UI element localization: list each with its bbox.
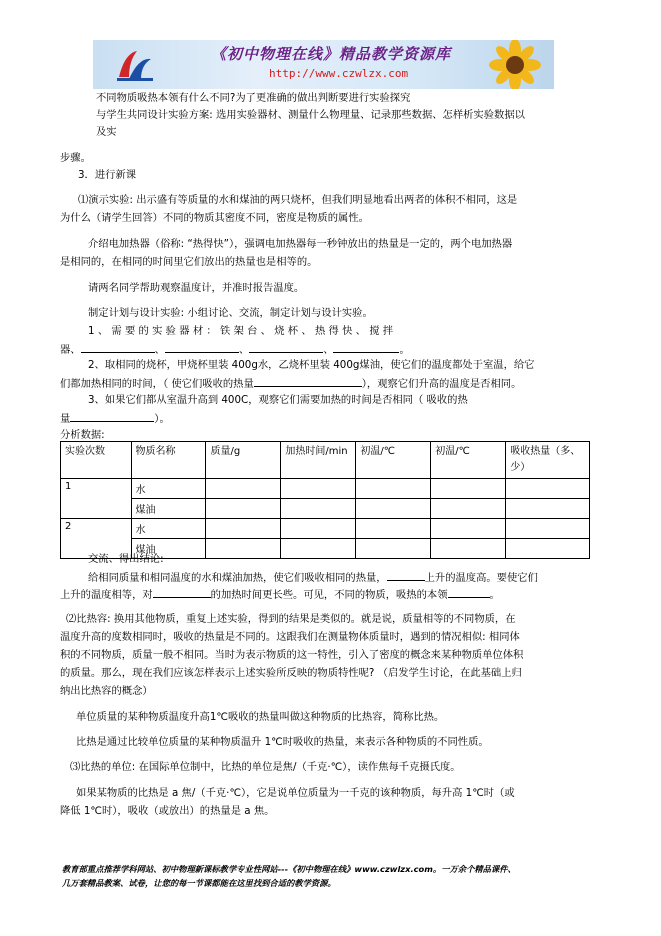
specific-heat-line-4: 的质量。那么，现在我们应该怎样表示上述实验所反映的物质特性呢? （启发学生讨论，在此基础上归 <box>60 667 522 679</box>
blank-heat-equal <box>254 375 362 387</box>
blank-ability <box>448 586 490 598</box>
trial-cell: 1 <box>61 479 132 519</box>
table-cell <box>281 479 356 499</box>
trial-cell: 2 <box>61 519 132 559</box>
table-header-row <box>61 442 590 479</box>
table-cell <box>506 499 590 519</box>
step3-text-b: ）。 <box>154 413 170 425</box>
step2-text-b: ），观察它们升高的温度是否相同。 <box>361 378 522 390</box>
blank-equipment-1 <box>81 341 155 353</box>
step1-sep-2: 、 <box>238 344 250 356</box>
table-row <box>61 499 590 519</box>
blank-heat-amount <box>70 410 154 422</box>
demo-paragraph-line-2: 为什么（请学生回答）不同的物质其密度不同，密度是物质的属性。 <box>60 212 369 224</box>
step2-line-2 <box>60 375 521 391</box>
table-header-cell: 初温/℃ <box>356 442 431 479</box>
footer-line-1: 教育部重点推荐学科网站、初中物理新课标教学专业性网站---《初中物理在线》www.czwlzx.com。一万余个精品课件、 <box>62 864 516 874</box>
conclusion-text-2b: 的加热时间更长些。可见，不同的物质，吸热的本领 <box>210 589 448 601</box>
banner-url[interactable]: http://www.czwlzx.com <box>269 67 409 80</box>
specific-heat-line-2: 温度升高的度数相同时，吸收的热量是不同的。这跟我们在测量物体质量时，遇到的情况相似: 相同体 <box>60 631 520 643</box>
meaning-paragraph: 比热是通过比较单位质量的某种物质温升 1℃时吸收的热量，来表示各种物质的不同性质。 <box>76 736 489 748</box>
table-cell <box>506 479 590 499</box>
intro-line-1: 不同物质吸热本领有什么不同?为了更准确的做出判断要进行实验探究 <box>96 92 411 104</box>
step2-line-1: 2、取相同的烧杯，甲烧杯里装 400g水，乙烧杯里装 400g煤油，使它们的温度都处于室温，给它 <box>88 359 535 371</box>
intro-line-2: 与学生共同设计实验方案: 选用实验器材、测量什么物理量、记录那些数据、怎样析实验数据以 <box>96 109 525 121</box>
table-cell <box>431 539 506 559</box>
table-header-cell: 物质名称 <box>131 442 206 479</box>
specific-heat-line-3: 积的不同物质，质量一般不相同。当时为表示物质的这一特性，引入了密度的概念来某种物质单位体积 <box>60 649 524 661</box>
step3-text-a: 量 <box>60 413 71 425</box>
demo-paragraph-line-1: ⑴演示实验: 出示盛有等质量的水和煤油的两只烧杯，但我们明显地看出两者的体积不相同，这是 <box>78 194 518 206</box>
table-cell <box>506 539 590 559</box>
conclusion-line-1 <box>88 569 538 585</box>
example-line-1: 如果某物质的比热是 a 焦/（千克·℃），它是说单位质量为一千克的该种物质，每升高 1℃时（或 <box>76 787 515 799</box>
blank-substance-higher <box>387 569 425 581</box>
step1-sep-1: 、 <box>154 344 165 356</box>
step2-text-a: 们都加热相同的时间，（ 使它们吸收的热量 <box>60 378 254 390</box>
page-footer <box>62 862 516 890</box>
table-cell <box>431 519 506 539</box>
step1-line-1: 1 、 需 要 的 实 验 器 材 ： 铁 架 台 、 烧 杯 、 热 得 快 、 搅 拌 <box>88 325 394 337</box>
table-header-cell: 加热时间/min <box>281 442 356 479</box>
table-row <box>61 519 590 539</box>
table-cell <box>356 499 431 519</box>
table-cell <box>206 479 281 499</box>
table-cell <box>206 519 281 539</box>
table-cell <box>206 539 281 559</box>
step1-line-2 <box>60 341 410 357</box>
data-table <box>60 441 590 559</box>
table-header-cell: 质量/g <box>206 442 281 479</box>
specific-heat-line-5: 纳出比热容的概念） <box>60 685 153 697</box>
table-cell <box>281 539 356 559</box>
table-cell <box>506 519 590 539</box>
substance-cell: 水 <box>131 479 206 499</box>
observer-paragraph: 请两名同学帮助观察温度计，并准时报告温度。 <box>88 282 305 294</box>
step1-end: 。 <box>399 344 410 356</box>
specific-heat-line-1: ⑵比热容: 换用其他物质，重复上述实验，得到的结果是类似的。就是说，质量相等的不同物质，在 <box>66 613 516 625</box>
plan-paragraph: 制定计划与设计实验: 小组讨论、交流，制定计划与设计实验。 <box>88 307 373 319</box>
substance-cell: 煤油 <box>131 499 206 519</box>
table-header-cell: 吸收热量（多、少） <box>506 442 590 479</box>
substance-cell: 水 <box>131 519 206 539</box>
analysis-label: 分析数据: <box>60 429 105 441</box>
intro-line-4: 步骤。 <box>60 152 91 164</box>
step3-line-2 <box>60 410 170 426</box>
table-cell <box>356 519 431 539</box>
definition-paragraph: 单位质量的某种物质温度升高1℃吸收的热量叫做这种物质的比热容，简称比热。 <box>76 711 445 723</box>
banner-title: 《初中物理在线》精品教学资源库 <box>211 45 452 63</box>
conclusion-text-2c: 。 <box>489 589 500 601</box>
step3-line-1: 3、如果它们都从室温升高到 400C，观察它们需要加热的时间是否相同（ 吸收的热 <box>88 394 468 406</box>
blank-equipment-4 <box>333 341 399 353</box>
intro-line-3: 及实 <box>96 126 117 138</box>
sunflower-icon <box>480 40 550 89</box>
step1-sep-3: 、 <box>323 344 334 356</box>
blank-equipment-2 <box>165 341 239 353</box>
table-header-cell: 初温/℃ <box>431 442 506 479</box>
table-header-cell: 实验次数 <box>61 442 132 479</box>
conclusion-text-2a: 上升的温度相等，对 <box>60 589 153 601</box>
table-row <box>61 479 590 499</box>
table-cell <box>356 479 431 499</box>
conclusion-text-1a: 给相同质量和相同温度的水和煤油加热，使它们吸收相同的热量， <box>88 572 387 584</box>
heater-paragraph-line-2: 是相同的，在相同的时间里它们放出的热量也是相等的。 <box>60 256 318 268</box>
blank-substance-longer <box>153 586 211 598</box>
example-line-2: 降低 1℃时），吸收（或放出）的热量是 a 焦。 <box>60 805 275 817</box>
table-cell <box>206 499 281 519</box>
heater-paragraph-line-1: 介绍电加热器（俗称: “热得快”），强调电加热器每一秒钟放出的热量是一定的，两个电加热器 <box>88 238 513 250</box>
table-cell <box>281 499 356 519</box>
footer-line-2: 几万套精品教案、试卷，让您的每一节课都能在这里找到合适的教学资源。 <box>62 878 336 888</box>
conclusion-line-2 <box>60 586 500 602</box>
table-cell <box>431 499 506 519</box>
table-cell <box>281 519 356 539</box>
conclusion-label: 交流、得出结论: <box>88 553 164 565</box>
substance-cell: 煤油 <box>131 539 206 559</box>
table-cell <box>431 479 506 499</box>
site-logo-icon <box>115 47 155 83</box>
table-cell <box>356 539 431 559</box>
unit-paragraph: ⑶比热的单位: 在国际单位制中，比热的单位是焦/（千克·℃），读作焦每千克摄氏度。 <box>70 761 461 773</box>
conclusion-text-1b: 上升的温度高。要使它们 <box>424 572 538 584</box>
blank-equipment-3 <box>249 341 323 353</box>
header-banner <box>93 40 554 89</box>
step1-prefix: 器、 <box>60 344 81 356</box>
section-heading-3: 3．进行新课 <box>78 169 137 181</box>
